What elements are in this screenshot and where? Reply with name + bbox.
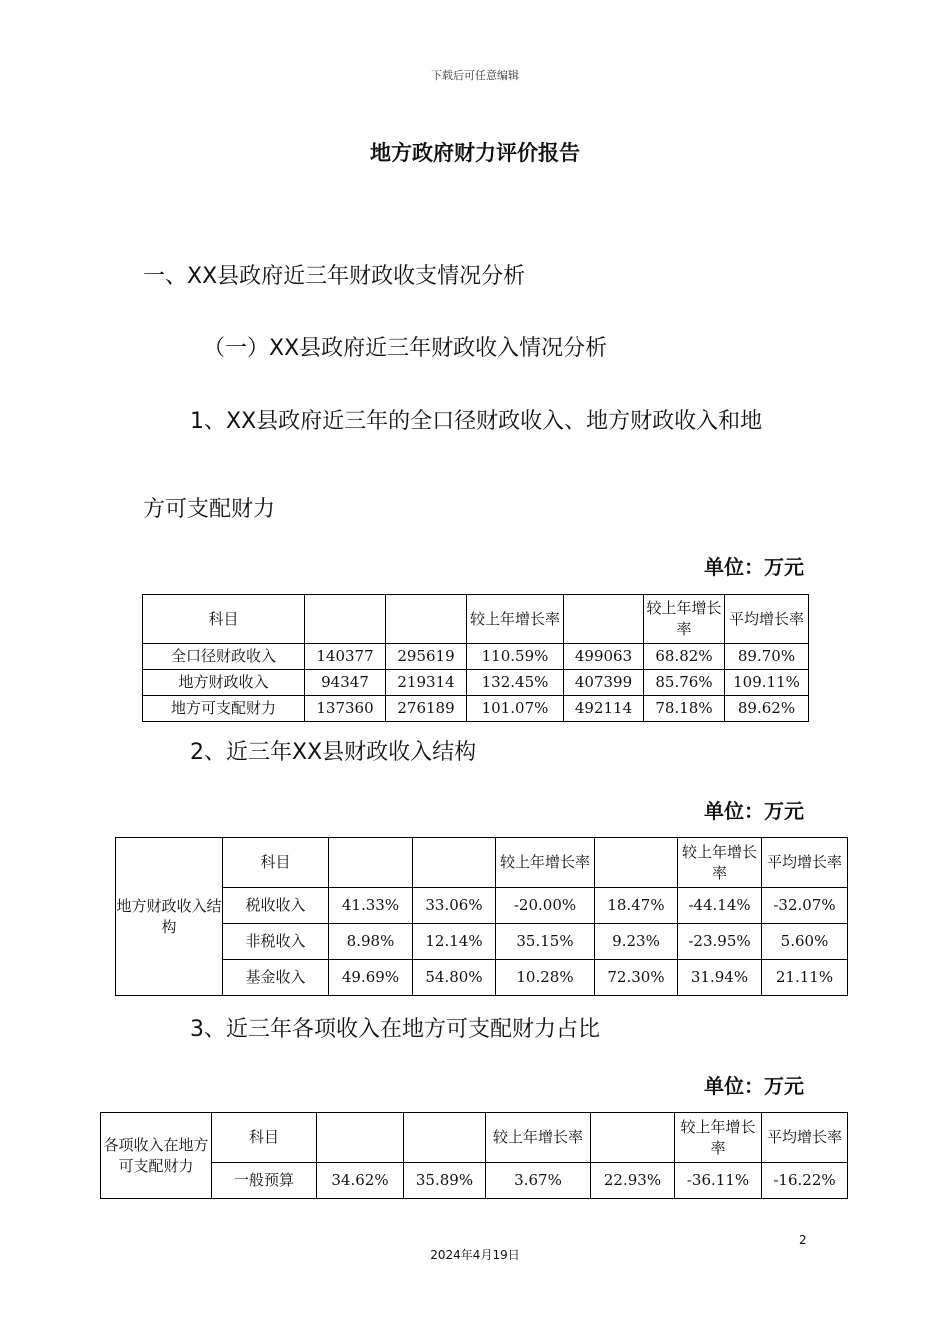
- header-cell: 较上年增长率: [678, 838, 762, 888]
- item-2-heading: 2、近三年XX县财政收入结构: [190, 740, 477, 765]
- table-cell: -44.14%: [678, 888, 762, 924]
- table-cell: 276189: [386, 696, 467, 722]
- table-cell: 8.98%: [329, 924, 413, 960]
- unit-label-1: 单位：万元: [704, 555, 804, 579]
- table-cell: -20.00%: [496, 888, 595, 924]
- table-fiscal-revenue: [142, 594, 809, 722]
- table-row: [116, 960, 848, 996]
- table-cell: 35.89%: [404, 1163, 486, 1199]
- table-cell: 全口径财政收入: [143, 644, 305, 670]
- table-cell: 非税收入: [223, 924, 329, 960]
- table-cell: 49.69%: [329, 960, 413, 996]
- table-cell: 地方可支配财力: [143, 696, 305, 722]
- header-cell: [595, 838, 678, 888]
- table-cell: 89.70%: [725, 644, 809, 670]
- header-cell: 科目: [143, 595, 305, 644]
- table-row: [143, 670, 809, 696]
- table-cell: 18.47%: [595, 888, 678, 924]
- table-row: [101, 1163, 848, 1199]
- table-cell: 219314: [386, 670, 467, 696]
- header-cell: [591, 1113, 675, 1163]
- header-cell: 较上年增长率: [486, 1113, 591, 1163]
- table-cell: 33.06%: [413, 888, 496, 924]
- table-cell: 41.33%: [329, 888, 413, 924]
- header-cell: 科目: [212, 1113, 317, 1163]
- table-cell: 22.93%: [591, 1163, 675, 1199]
- header-cell: [404, 1113, 486, 1163]
- table-row: [116, 888, 848, 924]
- table-cell: 68.82%: [644, 644, 725, 670]
- table-header-row: [143, 595, 809, 644]
- table-row: [143, 644, 809, 670]
- unit-label-3: 单位：万元: [704, 1074, 804, 1098]
- table-cell: 21.11%: [762, 960, 848, 996]
- table-cell: -23.95%: [678, 924, 762, 960]
- table-cell: 基金收入: [223, 960, 329, 996]
- table-header-row: [116, 838, 848, 888]
- table-cell: 9.23%: [595, 924, 678, 960]
- header-cell: [329, 838, 413, 888]
- page-header: 下载后可任意编辑: [431, 69, 519, 82]
- table-cell: 35.15%: [496, 924, 595, 960]
- header-cell: 科目: [223, 838, 329, 888]
- table-cell: 499063: [564, 644, 644, 670]
- group-label-cell: 地方财政收入结构: [116, 838, 223, 996]
- table-cell: -16.22%: [762, 1163, 848, 1199]
- table-cell: 110.59%: [467, 644, 564, 670]
- table-cell: 140377: [305, 644, 386, 670]
- table-cell: 12.14%: [413, 924, 496, 960]
- table-cell: 295619: [386, 644, 467, 670]
- table-row: [116, 924, 848, 960]
- header-cell: [386, 595, 467, 644]
- table-cell: 72.30%: [595, 960, 678, 996]
- table-revenue-structure: [115, 837, 848, 996]
- item-3-heading: 3、近三年各项收入在地方可支配财力占比: [190, 1017, 600, 1042]
- table-cell: 5.60%: [762, 924, 848, 960]
- table-row: [143, 696, 809, 722]
- section-heading-1: 一、XX县政府近三年财政收支情况分析: [143, 264, 526, 289]
- header-cell: 较上年增长率: [675, 1113, 762, 1163]
- document-title: 地方政府财力评价报告: [370, 141, 580, 165]
- table-cell: 89.62%: [725, 696, 809, 722]
- table-revenue-share: [100, 1112, 848, 1199]
- header-cell: 平均增长率: [762, 1113, 848, 1163]
- table-cell: 132.45%: [467, 670, 564, 696]
- header-cell: 较上年增长率: [644, 595, 725, 644]
- table-cell: 492114: [564, 696, 644, 722]
- page-footer-date: 2024年4月19日: [430, 1248, 520, 1262]
- page-number: 2: [799, 1233, 807, 1247]
- table-cell: 地方财政收入: [143, 670, 305, 696]
- table-header-row: [101, 1113, 848, 1163]
- table-cell: 78.18%: [644, 696, 725, 722]
- table-cell: 109.11%: [725, 670, 809, 696]
- table-cell: 85.76%: [644, 670, 725, 696]
- header-cell: 平均增长率: [762, 838, 848, 888]
- table-cell: 一般预算: [212, 1163, 317, 1199]
- table-cell: 31.94%: [678, 960, 762, 996]
- item-1-heading-line2: 方可支配财力: [143, 497, 276, 522]
- table-cell: -32.07%: [762, 888, 848, 924]
- header-cell: [564, 595, 644, 644]
- header-cell: 平均增长率: [725, 595, 809, 644]
- table-cell: 10.28%: [496, 960, 595, 996]
- header-cell: 较上年增长率: [496, 838, 595, 888]
- unit-label-2: 单位：万元: [704, 799, 804, 823]
- table-cell: 101.07%: [467, 696, 564, 722]
- header-cell: 较上年增长率: [467, 595, 564, 644]
- group-label-cell: 各项收入在地方可支配财力: [101, 1113, 212, 1199]
- header-cell: [317, 1113, 404, 1163]
- item-1-heading-line1: 1、XX县政府近三年的全口径财政收入、地方财政收入和地: [190, 409, 763, 434]
- table-cell: 94347: [305, 670, 386, 696]
- header-cell: [413, 838, 496, 888]
- table-cell: 税收收入: [223, 888, 329, 924]
- table-cell: 407399: [564, 670, 644, 696]
- table-cell: 137360: [305, 696, 386, 722]
- table-cell: 54.80%: [413, 960, 496, 996]
- table-cell: 34.62%: [317, 1163, 404, 1199]
- header-cell: [305, 595, 386, 644]
- table-cell: 3.67%: [486, 1163, 591, 1199]
- subsection-heading-1: （一）XX县政府近三年财政收入情况分析: [203, 336, 608, 361]
- table-cell: -36.11%: [675, 1163, 762, 1199]
